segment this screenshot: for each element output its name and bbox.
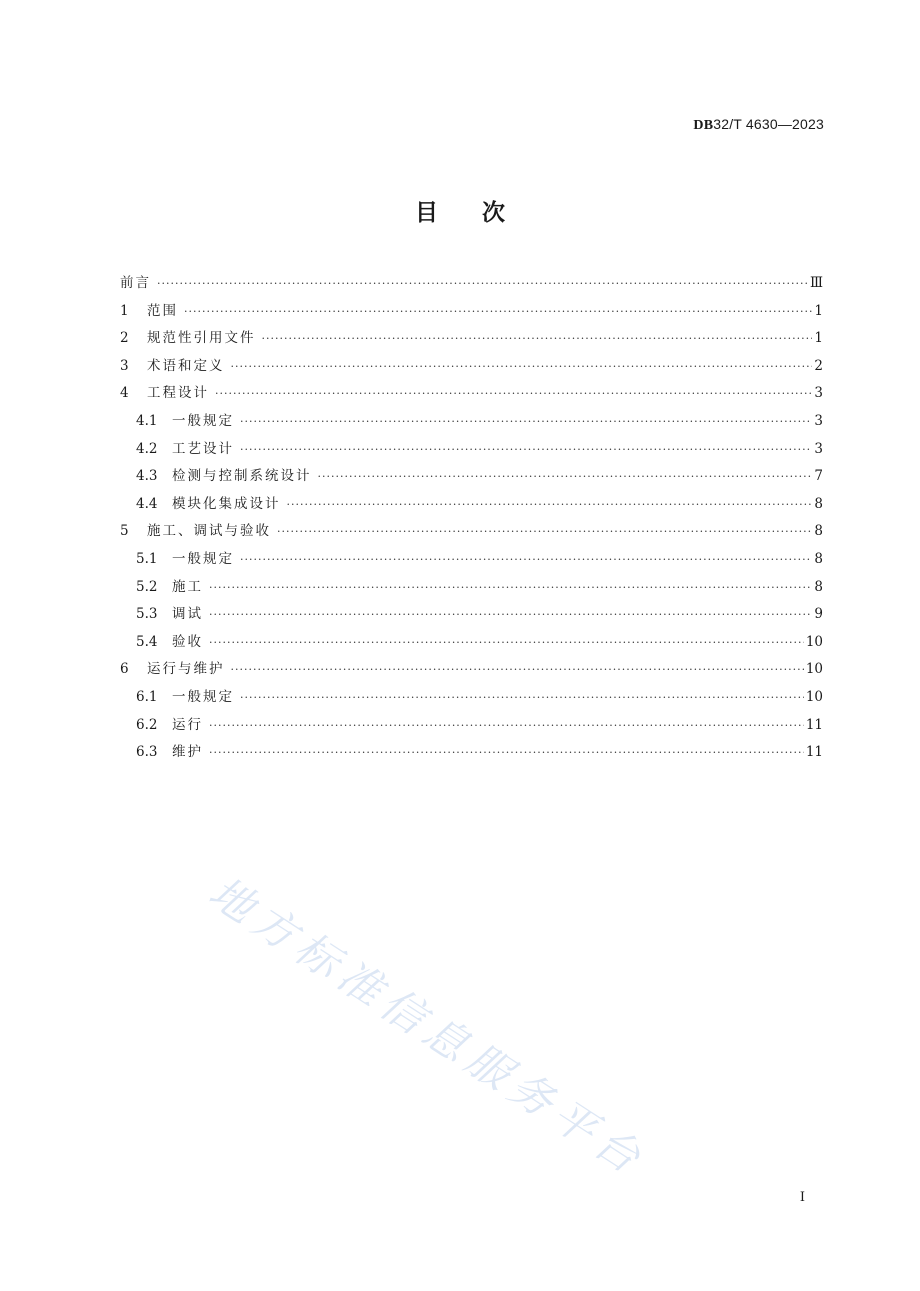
toc-entry-number: 4.3 xyxy=(136,468,158,485)
toc-entry-number: 2 xyxy=(120,330,129,347)
toc-entry[interactable] xyxy=(120,298,823,326)
watermark: 地方标准信息服务平台 xyxy=(199,867,655,1188)
toc-entry-page: 9 xyxy=(814,606,823,623)
toc-entry-label: 规范性引用文件 xyxy=(147,330,256,347)
toc-entry-label: 工程设计 xyxy=(147,385,209,402)
toc-entry-number: 4.1 xyxy=(136,412,158,429)
toc-entry-label: 检测与控制系统设计 xyxy=(172,468,312,485)
toc-entry[interactable] xyxy=(120,684,823,712)
toc-leader-dots xyxy=(209,574,812,602)
toc-entry-page: 10 xyxy=(805,688,823,705)
toc-entry[interactable] xyxy=(120,546,823,574)
toc-entry-page: 10 xyxy=(805,661,823,678)
toc-entry-number: 5.3 xyxy=(136,606,158,623)
toc-entry-number: 6 xyxy=(120,661,129,678)
standard-code-prefix: DB xyxy=(693,118,714,133)
toc-leader-dots xyxy=(157,270,808,298)
toc-entry[interactable] xyxy=(120,518,823,546)
toc-leader-dots xyxy=(240,546,812,574)
toc-leader-dots xyxy=(184,298,812,326)
toc-entry-page: 11 xyxy=(805,716,823,733)
toc-entry-number: 6.2 xyxy=(136,716,158,733)
toc-entry[interactable] xyxy=(120,739,823,767)
toc-entry-number: 5 xyxy=(120,523,129,540)
toc-leader-dots xyxy=(209,712,804,740)
toc-entry[interactable] xyxy=(120,656,823,684)
toc-entry[interactable] xyxy=(120,380,823,408)
toc-entry-number: 3 xyxy=(120,357,129,374)
toc-entry-number: 5.4 xyxy=(136,633,158,650)
page-number: I xyxy=(799,1190,805,1205)
standard-code-number: 32/T 4630—2023 xyxy=(713,116,824,132)
toc-entry[interactable] xyxy=(120,353,823,381)
toc-entry[interactable] xyxy=(120,712,823,740)
toc-leader-dots xyxy=(240,436,812,464)
toc-entry-number: 6.3 xyxy=(136,744,158,761)
toc-entry-label: 工艺设计 xyxy=(172,440,234,457)
toc-entry-number: 4.4 xyxy=(136,495,158,512)
toc-entry-number: 5.2 xyxy=(136,578,158,595)
toc-entry-page: 7 xyxy=(814,468,823,485)
toc-entry-page: 8 xyxy=(814,495,823,512)
toc-entry-label: 前言 xyxy=(120,275,151,291)
toc-entry[interactable] xyxy=(120,601,823,629)
toc-leader-dots xyxy=(262,325,813,353)
toc-entry[interactable] xyxy=(120,408,823,436)
toc-entry[interactable] xyxy=(120,325,823,353)
toc-leader-dots xyxy=(231,353,813,381)
page-title: 目次 xyxy=(415,200,549,226)
toc-leader-dots xyxy=(209,739,804,767)
toc-entry-page: 3 xyxy=(814,412,823,429)
toc-leader-dots xyxy=(231,656,804,684)
toc-entry[interactable] xyxy=(120,436,823,464)
toc-entry-number: 4 xyxy=(120,385,129,402)
toc-entry-number: 6.1 xyxy=(136,688,158,705)
toc-entry-number: 4.2 xyxy=(136,440,158,457)
toc-entry-page: 8 xyxy=(814,550,823,567)
toc-entry[interactable] xyxy=(120,574,823,602)
toc-entry-number: 5.1 xyxy=(136,550,158,567)
toc-entry-page: 1 xyxy=(814,330,823,347)
toc-leader-dots xyxy=(215,380,812,408)
toc-entry[interactable] xyxy=(120,463,823,491)
toc-entry-label: 一般规定 xyxy=(172,550,234,567)
toc-entry-label: 模块化集成设计 xyxy=(172,495,281,512)
toc-entry-label: 术语和定义 xyxy=(147,357,225,374)
toc-leader-dots xyxy=(240,408,812,436)
toc-entry-label: 验收 xyxy=(172,633,203,650)
toc-leader-dots xyxy=(277,518,812,546)
toc-entry-page: 8 xyxy=(814,578,823,595)
toc-entry-page: 3 xyxy=(814,385,823,402)
toc-entry-page: Ⅲ xyxy=(809,275,823,291)
toc-entry-label: 运行 xyxy=(172,716,203,733)
toc-entry-label: 施工 xyxy=(172,578,203,595)
toc-leader-dots xyxy=(209,629,804,657)
toc-entry[interactable] xyxy=(120,270,823,298)
toc-entry-page: 8 xyxy=(814,523,823,540)
toc-entry-label: 维护 xyxy=(172,744,203,761)
toc-entry-label: 运行与维护 xyxy=(147,661,225,678)
table-of-contents xyxy=(120,270,823,767)
toc-leader-dots xyxy=(209,601,812,629)
standard-code xyxy=(693,116,824,134)
toc-entry-page: 3 xyxy=(814,440,823,457)
toc-leader-dots xyxy=(318,463,813,491)
toc-entry-page: 10 xyxy=(805,633,823,650)
toc-entry-label: 施工、调试与验收 xyxy=(147,523,271,540)
toc-entry-label: 一般规定 xyxy=(172,688,234,705)
toc-entry-label: 调试 xyxy=(172,606,203,623)
toc-entry-page: 11 xyxy=(805,744,823,761)
toc-entry-page: 2 xyxy=(814,357,823,374)
toc-entry[interactable] xyxy=(120,491,823,519)
toc-leader-dots xyxy=(240,684,804,712)
toc-entry-number: 1 xyxy=(120,302,129,319)
toc-entry-page: 1 xyxy=(814,302,823,319)
toc-entry-label: 一般规定 xyxy=(172,412,234,429)
toc-entry[interactable] xyxy=(120,629,823,657)
toc-entry-label: 范围 xyxy=(147,302,178,319)
toc-leader-dots xyxy=(287,491,813,519)
